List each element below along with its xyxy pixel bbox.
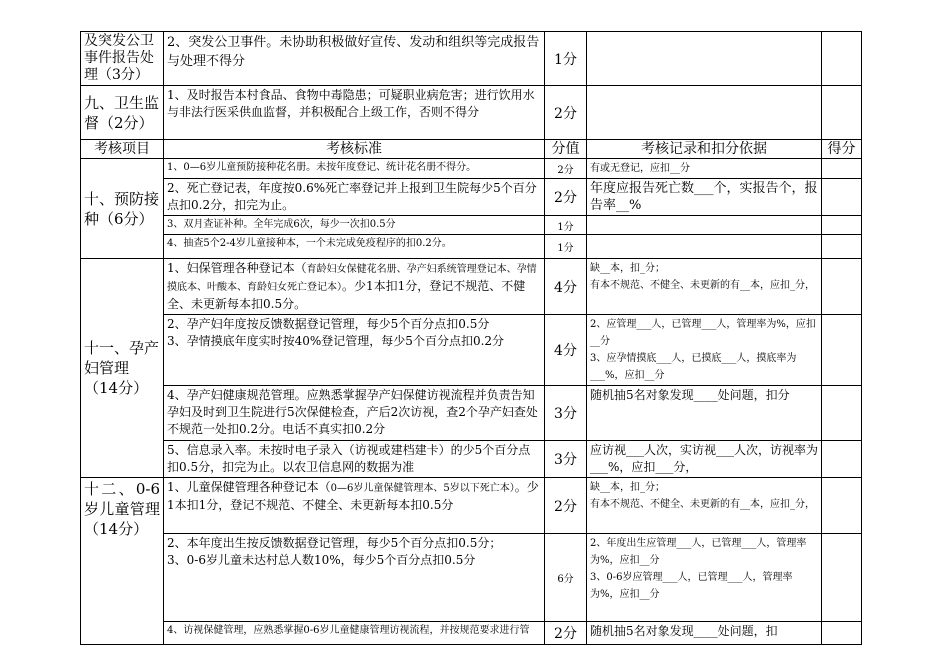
score-cell: 4分 — [545, 315, 587, 386]
header-score: 分值 — [545, 140, 587, 159]
table-row — [81, 441, 862, 478]
table-row — [81, 315, 862, 386]
standard-cell: 1、0—6岁儿童预防接种花名册。未按年度登记、统计花名册不得分。 — [164, 159, 545, 179]
table-row — [81, 179, 862, 216]
table-header-row — [81, 140, 862, 159]
result-cell — [822, 159, 862, 179]
standard-line: 2、孕产妇年度按反馈数据登记管理，每少5个百分点扣0.5分 — [167, 317, 490, 331]
standard-cell: 5、信息录入率。未按时电子录入（访视或建档建卡）的少5个百分点扣0.5分，扣完为止。以农卫信息网的数据为准 — [164, 441, 545, 478]
record-cell — [587, 315, 822, 386]
result-cell — [822, 32, 862, 86]
standard-text-small: 0—6岁儿童保健管理本、5岁以下死亡本） — [330, 483, 515, 494]
score-cell: 3分 — [545, 386, 587, 441]
standard-text: 1、妇保管理各种登记本（ — [167, 261, 307, 275]
standard-cell: 4、访视保健管理，应熟悉掌握0-6岁儿童健康管理访视流程，并按规范要求进行管 — [164, 622, 545, 645]
record-cell — [587, 259, 822, 315]
record-cell: 应访视___人次，实访视___人次，访视率为___%，应扣___分， — [587, 441, 822, 478]
record-cell: 有或无登记，应扣__分 — [587, 159, 822, 179]
score-cell: 2分 — [545, 179, 587, 216]
score-cell: 6分 — [545, 534, 587, 622]
standard-cell — [164, 259, 545, 315]
standard-text: 。少1本扣1分，登记不规范、不健全、未更新每本扣0.5分。 — [167, 279, 526, 311]
record-cell: 年度应报告死亡数___个，实报告个，报告率__% — [587, 179, 822, 216]
result-cell — [822, 386, 862, 441]
table-row — [81, 159, 862, 179]
record-cell — [587, 32, 822, 86]
table-row — [81, 32, 862, 86]
item-cell: 十、预防接种（6分） — [81, 159, 164, 259]
record-line: 缺__本，扣_分； — [590, 263, 665, 274]
score-cell: 2分 — [545, 478, 587, 534]
standard-line: 2、本年度出生按反馈数据登记管理，每少5个百分点扣0.5分； — [167, 536, 502, 550]
record-line: 有本不规范、不健全、未更新的有__本，应扣_分， — [590, 280, 815, 291]
score-cell: 2分 — [545, 622, 587, 645]
result-cell — [822, 235, 862, 259]
item-cell: 及突发公卫事件报告处理（3分） — [81, 32, 164, 86]
standard-cell — [164, 315, 545, 386]
standard-line: 3、0-6岁儿童未达村总人数10%，每少5个百分点扣0.5分 — [167, 553, 476, 567]
table-row — [81, 259, 862, 315]
score-cell: 1分 — [545, 216, 587, 235]
record-line: 3、应孕情摸底___人，已摸底___人，摸底率为___%，应扣__分 — [590, 353, 797, 381]
record-cell — [587, 86, 822, 140]
table-row — [81, 216, 862, 235]
standard-cell: 4、抽查5个2-4岁儿童接种本，一个未完成免疫程序的扣0.2分。 — [164, 235, 545, 259]
standard-cell — [164, 478, 545, 534]
record-cell — [587, 216, 822, 235]
standard-text: 。少1本扣1分，登记不规范、不健全、未更新每本扣0.5分 — [167, 480, 539, 512]
score-cell: 1分 — [545, 32, 587, 86]
result-cell — [822, 478, 862, 534]
header-record: 考核记录和扣分依据 — [587, 140, 822, 159]
score-cell: 3分 — [545, 441, 587, 478]
table-row — [81, 235, 862, 259]
result-cell — [822, 622, 862, 645]
score-cell: 1分 — [545, 235, 587, 259]
result-cell — [822, 216, 862, 235]
header-standard: 考核标准 — [164, 140, 545, 159]
standard-line: 3、孕情摸底年度实时按40%登记管理，每少5个百分点扣0.2分 — [167, 334, 505, 348]
result-cell — [822, 534, 862, 622]
standard-cell: 4、孕产妇健康规范管理。应熟悉掌握孕产妇保健访视流程并负责告知孕妇及时到卫生院进行5次保健检查，产后2次访视，查2个孕产妇查处不规范一处扣0.2分。电话不真实扣0.2分 — [164, 386, 545, 441]
table-row — [81, 478, 862, 534]
record-cell — [587, 534, 822, 622]
score-cell: 4分 — [545, 259, 587, 315]
item-cell: 九、卫生监督（2分） — [81, 86, 164, 140]
assessment-table — [80, 31, 862, 645]
record-line: 缺__本，扣_分； — [590, 482, 665, 493]
header-item: 考核项目 — [81, 140, 164, 159]
item-cell: 十一、孕产妇管理（14分） — [81, 259, 164, 478]
record-line: 2、应管理___人，已管理___人，管理率为%，应扣__分 — [590, 319, 816, 347]
score-cell: 2分 — [545, 86, 587, 140]
item-cell: 十二、0-6岁儿童管理（14分） — [81, 478, 164, 645]
standard-text-small: 育龄妇女保健花名册、孕产妇系统管理登记本、孕情摸底本、叶酸本、育龄妇女死亡登记本） — [167, 264, 537, 293]
standard-text: 1、儿童保健管理各种登记本（ — [167, 480, 331, 494]
header-result: 得分 — [822, 140, 862, 159]
score-cell: 2分 — [545, 159, 587, 179]
table-row — [81, 622, 862, 645]
result-cell — [822, 441, 862, 478]
table-row — [81, 534, 862, 622]
record-cell: 随机抽5名对象发现____处问题，扣 — [587, 622, 822, 645]
record-cell — [587, 478, 822, 534]
table-row — [81, 86, 862, 140]
standard-cell: 2、死亡登记表，年度按0.6%死亡率登记并上报到卫生院每少5个百分点扣0.2分，扣完为止。 — [164, 179, 545, 216]
record-line: 有本不规范、不健全、未更新的有__本，应扣_分， — [590, 499, 815, 510]
record-cell: 随机抽5名对象发现____处问题，扣分 — [587, 386, 822, 441]
result-cell — [822, 86, 862, 140]
result-cell — [822, 315, 862, 386]
table-row — [81, 386, 862, 441]
record-line: 2、年度出生应管理___人，已管理___人，管理率为%，应扣__分 — [590, 538, 807, 566]
result-cell — [822, 179, 862, 216]
record-line: 3、0-6岁应管理___人，已管理___人，管理率为%，应扣__分 — [590, 572, 793, 600]
standard-cell: 3、双月查证补种。全年完成6次，每少一次扣0.5分 — [164, 216, 545, 235]
standard-cell: 1、及时报告本村食品、食物中毒隐患；可疑职业病危害；进行饮用水与非法行医采供血监督，并积极配合上级工作，否则不得分 — [164, 86, 545, 140]
record-cell — [587, 235, 822, 259]
standard-cell — [164, 534, 545, 622]
result-cell — [822, 259, 862, 315]
standard-cell: 2、突发公卫事件。未协助积极做好宣传、发动和组织等完成报告与处理不得分 — [164, 32, 545, 86]
